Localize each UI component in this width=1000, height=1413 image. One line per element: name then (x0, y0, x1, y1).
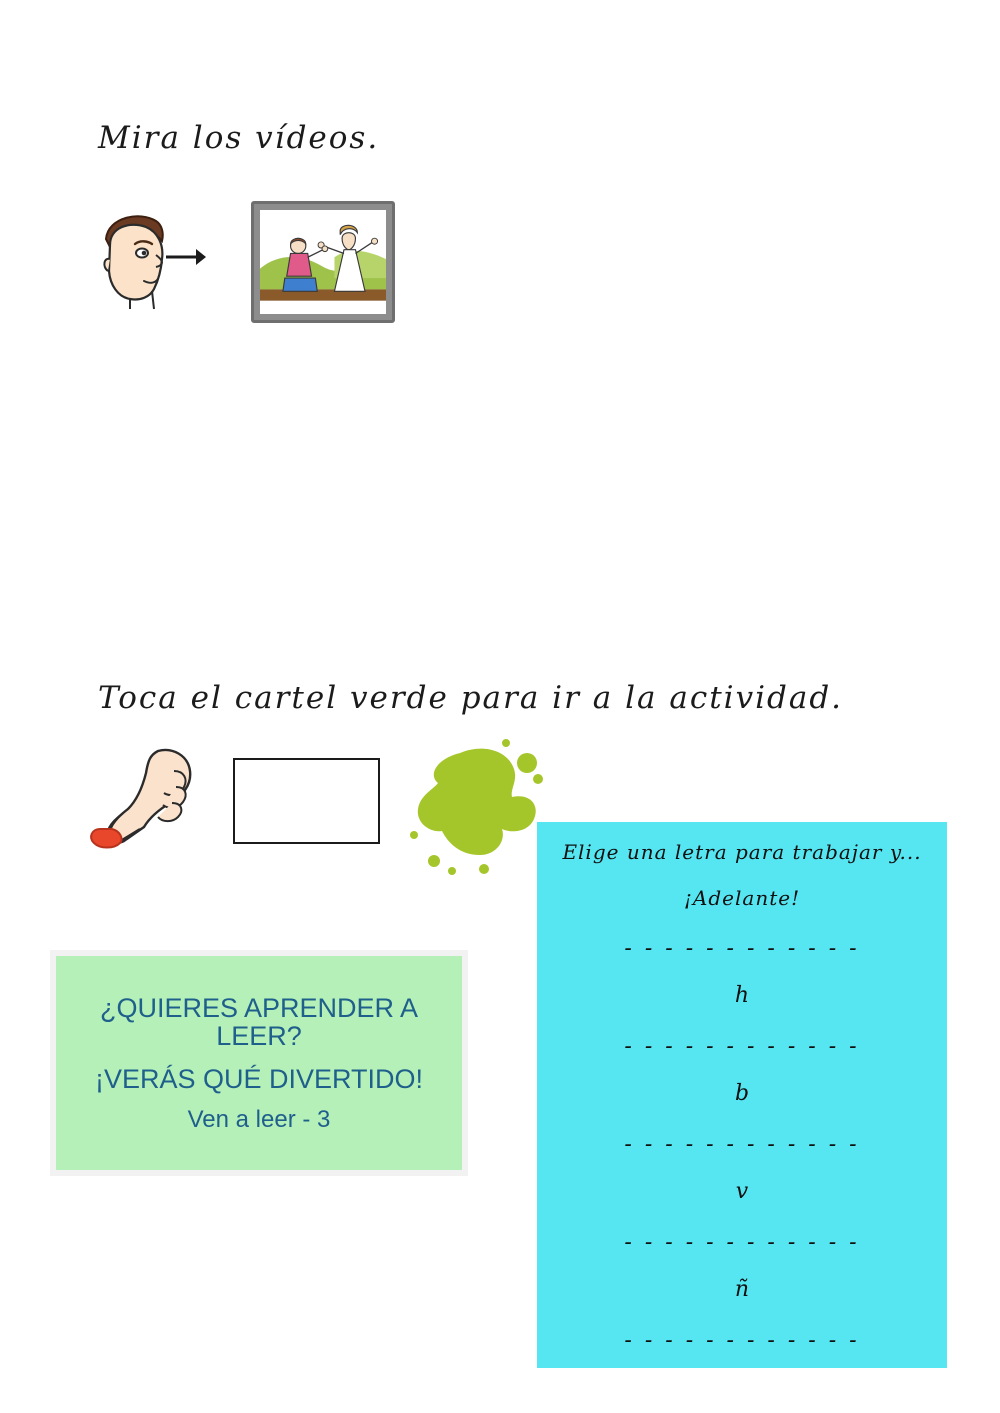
page-title-cartel: Toca el cartel verde para ir a la actividad. (98, 680, 844, 716)
cyan-activity-panel[interactable] (537, 822, 947, 1368)
dashed-separator-2: - - - - - - - - - - - - (624, 1034, 860, 1059)
page-title-videos: Mira los vídeos. (98, 120, 380, 156)
green-poster-line-2: ¡VERÁS QUÉ DIVERTIDO! (94, 1063, 424, 1094)
green-poster-card[interactable] (50, 950, 468, 1176)
video-thumbnail-image (260, 210, 386, 314)
look-pictogram (96, 205, 206, 313)
letter-option-v[interactable]: v (735, 1179, 749, 1204)
cyan-panel-title: Elige una letra para trabajar y... (562, 840, 922, 864)
dashed-separator-3: - - - - - - - - - - - - (624, 1132, 860, 1157)
video-thumbnail[interactable] (251, 201, 395, 323)
green-splat-icon (398, 735, 548, 890)
dashed-separator-1: - - - - - - - - - - - - (624, 936, 860, 961)
green-poster-line-1: ¿QUIERES APRENDER A LEER? (99, 992, 419, 1052)
letter-option-b[interactable]: b (734, 1081, 750, 1106)
cyan-panel-subtitle: ¡Adelante! (683, 886, 801, 910)
letter-option-enye[interactable]: ñ (734, 1277, 750, 1302)
green-poster-inner (56, 956, 462, 1170)
green-poster-line-3: Ven a leer - 3 (187, 1105, 331, 1133)
hand-pointing-pictogram (88, 745, 213, 865)
white-rectangle (233, 758, 380, 844)
letter-option-h[interactable]: h (734, 983, 750, 1008)
dashed-separator-4: - - - - - - - - - - - - (624, 1230, 860, 1255)
dashed-separator-5: - - - - - - - - - - - - (624, 1328, 860, 1353)
